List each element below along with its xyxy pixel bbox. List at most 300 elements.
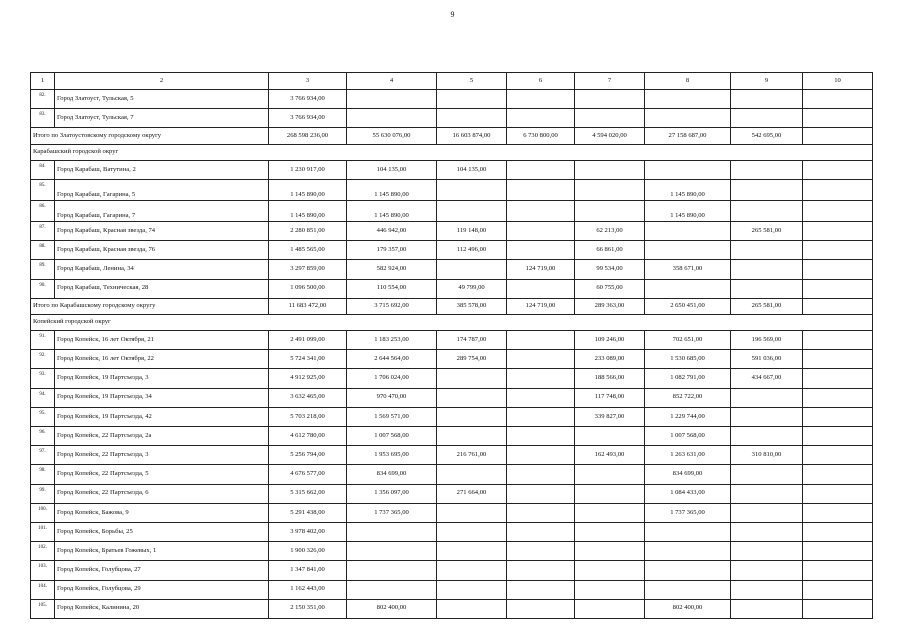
column-header: 7 [575,73,645,90]
amount-cell [803,90,873,109]
amount-cell [507,160,575,179]
row-number: 102. [31,542,55,561]
amount-cell: 970 470,00 [347,388,437,407]
table-row [31,369,873,388]
amount-cell [507,446,575,465]
amount-cell [437,179,507,200]
amount-cell [437,503,507,522]
table-row [31,279,873,298]
amount-cell [437,580,507,599]
table-row [31,109,873,128]
row-number: 89. [31,260,55,279]
amount-cell [731,160,803,179]
address-cell: Город Копейск, Борьбы, 25 [55,522,269,541]
amount-cell [803,369,873,388]
row-number: 87. [31,221,55,240]
address-cell: Город Копейск, Братьев Гожевых, 1 [55,542,269,561]
amount-cell: 1 183 253,00 [347,331,437,350]
amount-cell [803,542,873,561]
row-number: 90. [31,279,55,298]
amount-cell [731,260,803,279]
amount-cell [803,109,873,128]
amount-cell: 3 715 692,00 [347,298,437,314]
amount-cell: 852 722,00 [645,388,731,407]
section-title: Карабашский городской округ [31,144,873,160]
row-number: 93. [31,369,55,388]
amount-cell: 591 036,00 [731,350,803,369]
row-number: 105. [31,599,55,618]
table-row [31,350,873,369]
amount-cell [803,128,873,144]
amount-cell [437,388,507,407]
amount-cell [645,109,731,128]
amount-cell: 268 598 236,00 [269,128,347,144]
amount-cell [731,179,803,200]
amount-cell [803,200,873,221]
amount-cell [731,427,803,446]
amount-cell [803,388,873,407]
amount-cell: 49 799,00 [437,279,507,298]
amount-cell [803,221,873,240]
amount-cell [437,561,507,580]
amount-cell [575,109,645,128]
amount-cell: 196 569,00 [731,331,803,350]
amount-cell [731,90,803,109]
address-cell: Город Карабаш, Техническая, 28 [55,279,269,298]
amount-cell [645,90,731,109]
amount-cell [803,179,873,200]
amount-cell: 1 230 917,00 [269,160,347,179]
address-cell: Город Карабаш, Красная звезда, 74 [55,221,269,240]
amount-cell [437,90,507,109]
section-row [31,314,873,330]
table-row [31,331,873,350]
amount-cell [507,407,575,426]
amount-cell: 1 485 565,00 [269,241,347,260]
amount-cell: 358 671,00 [645,260,731,279]
amount-cell [803,484,873,503]
amount-cell: 4 676 577,00 [269,465,347,484]
amount-cell [437,465,507,484]
amount-cell: 104 135,00 [347,160,437,179]
amount-cell [507,350,575,369]
amount-cell [575,200,645,221]
address-cell: Город Копейск, 22 Партсъезда, 2а [55,427,269,446]
amount-cell: 1 737 365,00 [645,503,731,522]
amount-cell: 124 719,00 [507,298,575,314]
amount-cell [645,241,731,260]
amount-cell: 179 357,00 [347,241,437,260]
address-cell: Город Карабаш, Гагарина, 5 [55,179,269,200]
amount-cell: 5 291 438,00 [269,503,347,522]
row-number: 91. [31,331,55,350]
row-number: 99. [31,484,55,503]
amount-cell [803,599,873,618]
amount-cell: 702 651,00 [645,331,731,350]
amount-cell [731,200,803,221]
amount-cell: 5 256 794,00 [269,446,347,465]
amount-cell [575,90,645,109]
address-cell: Город Златоуст, Тульская, 5 [55,90,269,109]
amount-cell [507,388,575,407]
amount-cell: 542 695,00 [731,128,803,144]
amount-cell: 1 145 890,00 [269,200,347,221]
amount-cell [507,279,575,298]
amount-cell [507,542,575,561]
table-row [31,542,873,561]
address-cell: Город Копейск, Калинина, 20 [55,599,269,618]
amount-cell [575,160,645,179]
amount-cell: 3 766 934,00 [269,90,347,109]
amount-cell: 1 084 433,00 [645,484,731,503]
amount-cell [731,503,803,522]
amount-cell [803,350,873,369]
amount-cell: 289 363,00 [575,298,645,314]
amount-cell [803,503,873,522]
amount-cell [645,221,731,240]
page-number: 9 [450,10,455,19]
report-table [30,72,873,619]
amount-cell [645,542,731,561]
amount-cell [575,599,645,618]
amount-cell [731,109,803,128]
amount-cell: 1 263 631,00 [645,446,731,465]
amount-cell: 6 730 800,00 [507,128,575,144]
amount-cell [347,561,437,580]
amount-cell [803,260,873,279]
amount-cell [731,542,803,561]
amount-cell [645,522,731,541]
amount-cell: 3 978 402,00 [269,522,347,541]
amount-cell: 2 491 099,00 [269,331,347,350]
amount-cell: 310 810,00 [731,446,803,465]
amount-cell: 434 667,00 [731,369,803,388]
row-number: 96. [31,427,55,446]
amount-cell: 5 315 662,00 [269,484,347,503]
section-title: Копейский городской округ [31,314,873,330]
amount-cell: 188 566,00 [575,369,645,388]
amount-cell [575,503,645,522]
amount-cell: 233 089,00 [575,350,645,369]
amount-cell: 110 554,00 [347,279,437,298]
amount-cell: 1 007 568,00 [347,427,437,446]
column-header: 8 [645,73,731,90]
amount-cell [437,109,507,128]
address-cell: Город Копейск, 19 Партсъезда, 42 [55,407,269,426]
table-row [31,561,873,580]
table-row [31,427,873,446]
amount-cell [507,561,575,580]
amount-cell [803,298,873,314]
amount-cell [575,427,645,446]
table-row [31,465,873,484]
amount-cell: 265 581,00 [731,298,803,314]
amount-cell: 1 953 695,00 [347,446,437,465]
table-row [31,388,873,407]
amount-cell: 1 007 568,00 [645,427,731,446]
address-cell: Город Копейск, 19 Партсъезда, 3 [55,369,269,388]
amount-cell [507,331,575,350]
table-row [31,260,873,279]
address-cell: Город Карабаш, Ватутина, 2 [55,160,269,179]
address-cell: Город Копейск, Голубцова, 27 [55,561,269,580]
amount-cell: 99 534,00 [575,260,645,279]
amount-cell [803,427,873,446]
address-cell: Город Карабаш, Гагарина, 7 [55,200,269,221]
amount-cell: 1 145 890,00 [347,179,437,200]
amount-cell: 3 297 859,00 [269,260,347,279]
amount-cell [803,331,873,350]
address-cell: Город Копейск, Бажова, 9 [55,503,269,522]
total-row [31,298,873,314]
amount-cell [507,465,575,484]
amount-cell [731,522,803,541]
amount-cell: 117 748,00 [575,388,645,407]
amount-cell: 3 632 465,00 [269,388,347,407]
amount-cell [507,369,575,388]
amount-cell: 66 861,00 [575,241,645,260]
amount-cell: 216 761,00 [437,446,507,465]
amount-cell: 834 699,00 [347,465,437,484]
amount-cell [437,407,507,426]
amount-cell [575,179,645,200]
amount-cell: 62 213,00 [575,221,645,240]
amount-cell [731,580,803,599]
amount-cell [437,369,507,388]
column-header: 10 [803,73,873,90]
amount-cell [803,561,873,580]
table-row [31,200,873,221]
amount-cell [507,484,575,503]
row-number: 92. [31,350,55,369]
amount-cell [507,427,575,446]
table-row [31,484,873,503]
amount-cell: 339 827,00 [575,407,645,426]
row-number: 83. [31,109,55,128]
column-header: 6 [507,73,575,90]
amount-cell [507,221,575,240]
amount-cell [507,241,575,260]
amount-cell: 446 942,00 [347,221,437,240]
amount-cell: 1 162 443,00 [269,580,347,599]
amount-cell: 1 737 365,00 [347,503,437,522]
amount-cell [645,279,731,298]
amount-cell: 1 096 500,00 [269,279,347,298]
amount-cell [437,427,507,446]
amount-cell [437,542,507,561]
amount-cell: 834 699,00 [645,465,731,484]
row-number: 82. [31,90,55,109]
amount-cell: 4 912 925,00 [269,369,347,388]
row-number: 104. [31,580,55,599]
amount-cell [347,522,437,541]
table-row [31,503,873,522]
address-cell: Город Карабаш, Красная звезда, 76 [55,241,269,260]
column-header: 9 [731,73,803,90]
amount-cell [347,109,437,128]
row-number: 98. [31,465,55,484]
amount-cell: 1 145 890,00 [645,200,731,221]
table-row [31,407,873,426]
table-row [31,179,873,200]
amount-cell: 3 766 934,00 [269,109,347,128]
column-header: 3 [269,73,347,90]
amount-cell: 1 356 097,00 [347,484,437,503]
amount-cell [731,599,803,618]
amount-cell [731,561,803,580]
amount-cell [803,241,873,260]
amount-cell [437,522,507,541]
amount-cell: 1 229 744,00 [645,407,731,426]
amount-cell [803,160,873,179]
amount-cell [803,446,873,465]
total-label: Итого по Карабашскому городскому округу [31,298,269,314]
row-number: 86. [31,200,55,221]
amount-cell: 174 787,00 [437,331,507,350]
amount-cell [575,522,645,541]
amount-cell [645,160,731,179]
amount-cell [507,90,575,109]
amount-cell [803,522,873,541]
address-cell: Город Копейск, 16 лет Октября, 22 [55,350,269,369]
amount-cell [575,561,645,580]
amount-cell: 60 755,00 [575,279,645,298]
address-cell: Город Копейск, 22 Партсъезда, 5 [55,465,269,484]
amount-cell [507,109,575,128]
amount-cell [507,599,575,618]
table-row [31,446,873,465]
amount-cell [803,407,873,426]
amount-cell [575,580,645,599]
row-number: 97. [31,446,55,465]
amount-cell: 16 603 874,00 [437,128,507,144]
amount-cell: 5 724 341,00 [269,350,347,369]
amount-cell: 112 496,00 [437,241,507,260]
column-header: 1 [31,73,55,90]
amount-cell [507,522,575,541]
amount-cell: 2 150 351,00 [269,599,347,618]
amount-cell [803,279,873,298]
amount-cell [803,580,873,599]
amount-cell: 265 581,00 [731,221,803,240]
amount-cell [731,465,803,484]
amount-cell: 385 578,00 [437,298,507,314]
amount-cell: 802 400,00 [645,599,731,618]
amount-cell [645,580,731,599]
address-cell: Город Копейск, 22 Партсъезда, 6 [55,484,269,503]
row-number: 95. [31,407,55,426]
table-row [31,241,873,260]
total-row [31,128,873,144]
table-row [31,599,873,618]
total-label: Итого по Златоустовскому городскому округу [31,128,269,144]
amount-cell: 27 158 687,00 [645,128,731,144]
amount-cell [437,200,507,221]
address-cell: Город Златоуст, Тульская, 7 [55,109,269,128]
amount-cell: 4 612 780,00 [269,427,347,446]
amount-cell: 119 148,00 [437,221,507,240]
amount-cell [731,407,803,426]
amount-cell [507,580,575,599]
table-row [31,221,873,240]
amount-cell: 1 145 890,00 [269,179,347,200]
address-cell: Город Копейск, 16 лет Октября, 21 [55,331,269,350]
amount-cell: 1 900 326,00 [269,542,347,561]
amount-cell: 5 703 218,00 [269,407,347,426]
amount-cell: 802 400,00 [347,599,437,618]
row-number: 85. [31,179,55,200]
amount-cell [731,279,803,298]
amount-cell: 11 683 472,00 [269,298,347,314]
row-number: 84. [31,160,55,179]
row-number: 103. [31,561,55,580]
amount-cell [437,599,507,618]
amount-cell: 124 719,00 [507,260,575,279]
amount-cell [347,90,437,109]
amount-cell: 1 082 791,00 [645,369,731,388]
amount-cell [507,503,575,522]
amount-cell: 1 530 685,00 [645,350,731,369]
column-header: 4 [347,73,437,90]
amount-cell: 1 706 024,00 [347,369,437,388]
row-number: 94. [31,388,55,407]
amount-cell: 2 650 451,00 [645,298,731,314]
amount-cell: 271 664,00 [437,484,507,503]
table-row [31,580,873,599]
header-row [31,73,873,90]
amount-cell: 289 754,00 [437,350,507,369]
address-cell: Город Копейск, 19 Партсъезда, 34 [55,388,269,407]
amount-cell [803,465,873,484]
amount-cell: 2 280 851,00 [269,221,347,240]
table-row [31,522,873,541]
amount-cell [575,465,645,484]
amount-cell [347,542,437,561]
amount-cell [507,179,575,200]
amount-cell: 109 246,00 [575,331,645,350]
amount-cell: 2 644 564,00 [347,350,437,369]
amount-cell [575,542,645,561]
amount-cell [731,388,803,407]
table-row [31,160,873,179]
address-cell: Город Копейск, 22 Партсъезда, 3 [55,446,269,465]
row-number: 100. [31,503,55,522]
amount-cell: 582 924,00 [347,260,437,279]
address-cell: Город Карабаш, Ленина, 34 [55,260,269,279]
amount-cell: 162 493,00 [575,446,645,465]
column-header: 5 [437,73,507,90]
row-number: 88. [31,241,55,260]
amount-cell: 55 630 076,00 [347,128,437,144]
amount-cell: 1 347 841,00 [269,561,347,580]
amount-cell: 1 145 890,00 [347,200,437,221]
amount-cell [731,241,803,260]
amount-cell: 1 569 571,00 [347,407,437,426]
amount-cell [645,561,731,580]
amount-cell [507,200,575,221]
amount-cell: 4 594 020,00 [575,128,645,144]
table-row [31,90,873,109]
amount-cell [347,580,437,599]
section-row [31,144,873,160]
amount-cell [731,484,803,503]
row-number: 101. [31,522,55,541]
column-header: 2 [55,73,269,90]
address-cell: Город Копейск, Голубцова, 29 [55,580,269,599]
amount-cell [437,260,507,279]
amount-cell: 104 135,00 [437,160,507,179]
amount-cell: 1 145 890,00 [645,179,731,200]
